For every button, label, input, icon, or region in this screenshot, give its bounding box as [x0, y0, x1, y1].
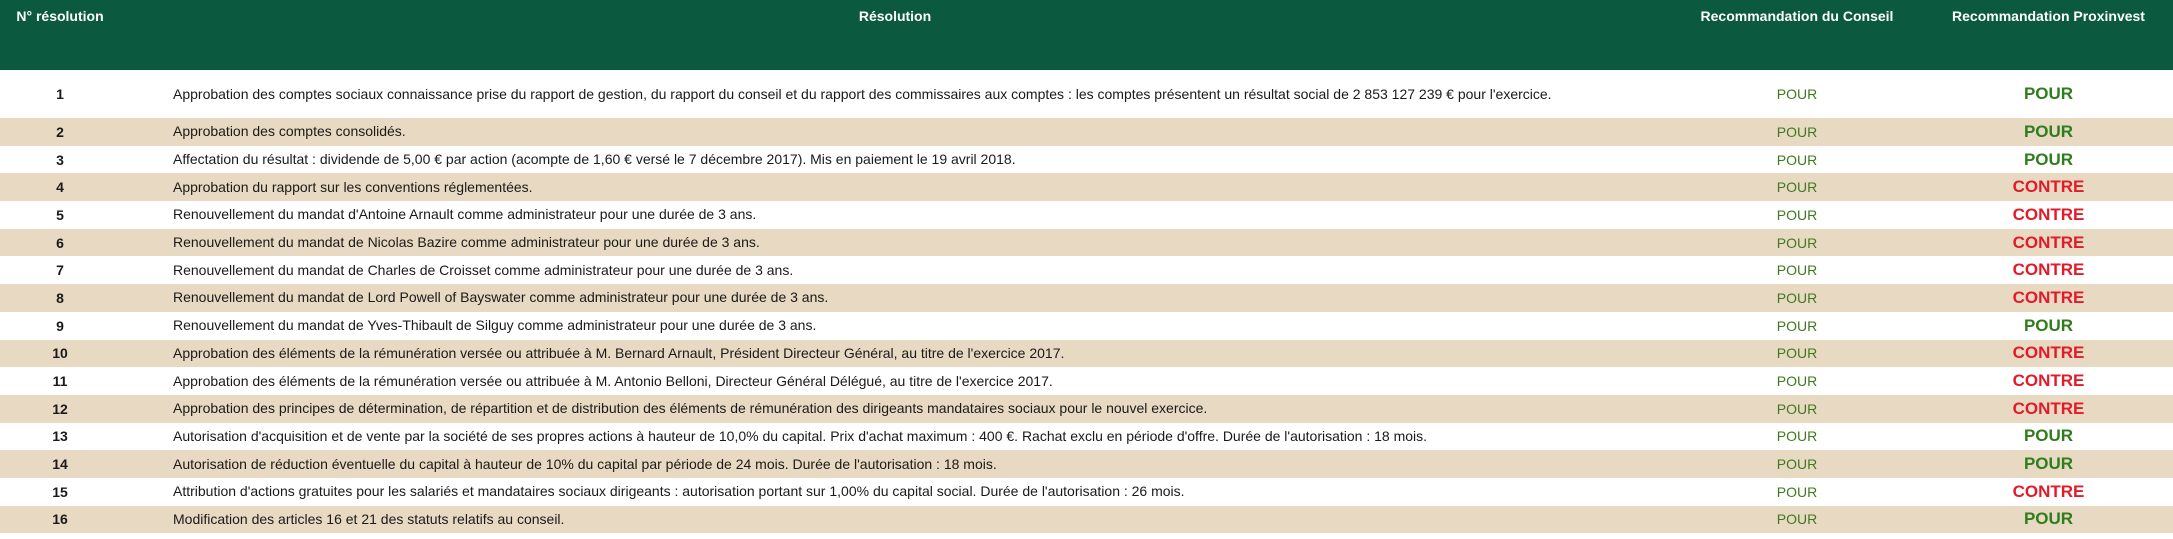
- proxinvest-recommendation: CONTRE: [1924, 229, 2173, 257]
- conseil-recommendation: POUR: [1670, 173, 1924, 201]
- resolution-number: 11: [0, 367, 120, 395]
- resolution-text: Renouvellement du mandat de Yves-Thibault de Silguy comme administrateur pour une durée de 3 ans.: [120, 312, 1670, 340]
- proxinvest-recommendation: CONTRE: [1924, 340, 2173, 368]
- resolution-number: 1: [0, 70, 120, 118]
- header-resolution: Résolution: [120, 0, 1670, 70]
- header-num: N° résolution: [0, 0, 120, 70]
- conseil-recommendation: POUR: [1670, 146, 1924, 174]
- resolution-number: 13: [0, 423, 120, 451]
- conseil-recommendation: POUR: [1670, 312, 1924, 340]
- table-header: [0, 0, 2173, 70]
- table-row: [0, 312, 2173, 340]
- resolution-text: Renouvellement du mandat de Lord Powell of Bayswater comme administrateur pour une durée de 3 ans.: [120, 284, 1670, 312]
- conseil-recommendation: POUR: [1670, 423, 1924, 451]
- conseil-recommendation: POUR: [1670, 340, 1924, 368]
- conseil-recommendation: POUR: [1670, 229, 1924, 257]
- proxinvest-recommendation: POUR: [1924, 423, 2173, 451]
- conseil-recommendation: POUR: [1670, 118, 1924, 146]
- proxinvest-recommendation: POUR: [1924, 312, 2173, 340]
- conseil-recommendation: POUR: [1670, 256, 1924, 284]
- conseil-recommendation: POUR: [1670, 367, 1924, 395]
- resolution-text: Affectation du résultat : dividende de 5,00 € par action (acompte de 1,60 € versé le 7 décembre 2017). Mis en paiement le 19 avril 2018.: [120, 146, 1670, 174]
- table-row: [0, 146, 2173, 174]
- resolution-text: Autorisation d'acquisition et de vente par la société de ses propres actions à hauteur de 10,0% du capital. Prix d'achat maximum : 400 €. Rachat exclu en période d'offre. Durée de l'autorisation : 18 mois.: [120, 423, 1670, 451]
- table-row: [0, 229, 2173, 257]
- proxinvest-recommendation: POUR: [1924, 70, 2173, 118]
- table-row: [0, 506, 2173, 534]
- resolution-text: Approbation du rapport sur les conventions réglementées.: [120, 173, 1670, 201]
- table-row: [0, 70, 2173, 118]
- proxinvest-recommendation: CONTRE: [1924, 284, 2173, 312]
- table-row: [0, 284, 2173, 312]
- conseil-recommendation: POUR: [1670, 450, 1924, 478]
- resolution-text: Modification des articles 16 et 21 des statuts relatifs au conseil.: [120, 506, 1670, 534]
- conseil-recommendation: POUR: [1670, 395, 1924, 423]
- conseil-recommendation: POUR: [1670, 478, 1924, 506]
- table-body: [0, 70, 2173, 533]
- resolution-number: 4: [0, 173, 120, 201]
- resolution-text: Renouvellement du mandat d'Antoine Arnault comme administrateur pour une durée de 3 ans.: [120, 201, 1670, 229]
- table-row: [0, 478, 2173, 506]
- resolution-number: 12: [0, 395, 120, 423]
- resolution-text: Renouvellement du mandat de Charles de Croisset comme administrateur pour une durée de 3 ans.: [120, 256, 1670, 284]
- proxinvest-recommendation: CONTRE: [1924, 395, 2173, 423]
- conseil-recommendation: POUR: [1670, 506, 1924, 534]
- table-row: [0, 256, 2173, 284]
- proxinvest-recommendation: POUR: [1924, 450, 2173, 478]
- table-row: [0, 173, 2173, 201]
- table-row: [0, 201, 2173, 229]
- resolution-number: 16: [0, 506, 120, 534]
- table-row: [0, 395, 2173, 423]
- table-row: [0, 118, 2173, 146]
- table-row: [0, 423, 2173, 451]
- resolution-number: 9: [0, 312, 120, 340]
- resolution-number: 14: [0, 450, 120, 478]
- header-proxinvest: Recommandation Proxinvest: [1924, 0, 2173, 70]
- resolution-number: 10: [0, 340, 120, 368]
- table-row: [0, 367, 2173, 395]
- resolution-text: Approbation des éléments de la rémunération versée ou attribuée à M. Antonio Belloni, Directeur Général Délégué, au titre de l'exercice 2017.: [120, 367, 1670, 395]
- conseil-recommendation: POUR: [1670, 284, 1924, 312]
- proxinvest-recommendation: CONTRE: [1924, 173, 2173, 201]
- resolution-text: Approbation des comptes consolidés.: [120, 118, 1670, 146]
- proxinvest-recommendation: CONTRE: [1924, 367, 2173, 395]
- header-conseil: Recommandation du Conseil: [1670, 0, 1924, 70]
- table-row: [0, 340, 2173, 368]
- proxinvest-recommendation: POUR: [1924, 118, 2173, 146]
- resolution-text: Approbation des éléments de la rémunération versée ou attribuée à M. Bernard Arnault, Président Directeur Général, au titre de l'exercice 2017.: [120, 340, 1670, 368]
- proxinvest-recommendation: CONTRE: [1924, 256, 2173, 284]
- resolution-number: 3: [0, 146, 120, 174]
- resolution-number: 7: [0, 256, 120, 284]
- resolution-text: Approbation des comptes sociaux connaissance prise du rapport de gestion, du rapport du conseil et du rapport des commissaires aux comptes : les comptes présentent un résultat social de 2 853 127 239 € pour l'exercice.: [120, 70, 1670, 118]
- proxinvest-recommendation: POUR: [1924, 146, 2173, 174]
- conseil-recommendation: POUR: [1670, 70, 1924, 118]
- proxinvest-recommendation: CONTRE: [1924, 478, 2173, 506]
- table-row: [0, 450, 2173, 478]
- conseil-recommendation: POUR: [1670, 201, 1924, 229]
- resolution-number: 2: [0, 118, 120, 146]
- resolution-number: 5: [0, 201, 120, 229]
- resolution-text: Approbation des principes de détermination, de répartition et de distribution des éléments de rémunération des dirigeants mandataires sociaux pour le nouvel exercice.: [120, 395, 1670, 423]
- resolution-text: Renouvellement du mandat de Nicolas Bazire comme administrateur pour une durée de 3 ans.: [120, 229, 1670, 257]
- resolution-number: 6: [0, 229, 120, 257]
- proxinvest-recommendation: CONTRE: [1924, 201, 2173, 229]
- proxinvest-recommendation: POUR: [1924, 506, 2173, 534]
- resolution-text: Attribution d'actions gratuites pour les salariés et mandataires sociaux dirigeants : autorisation portant sur 1,00% du capital social. Durée de l'autorisation : 26 mois.: [120, 478, 1670, 506]
- resolution-number: 15: [0, 478, 120, 506]
- resolution-number: 8: [0, 284, 120, 312]
- resolution-text: Autorisation de réduction éventuelle du capital à hauteur de 10% du capital par période de 24 mois. Durée de l'autorisation : 18 mois.: [120, 450, 1670, 478]
